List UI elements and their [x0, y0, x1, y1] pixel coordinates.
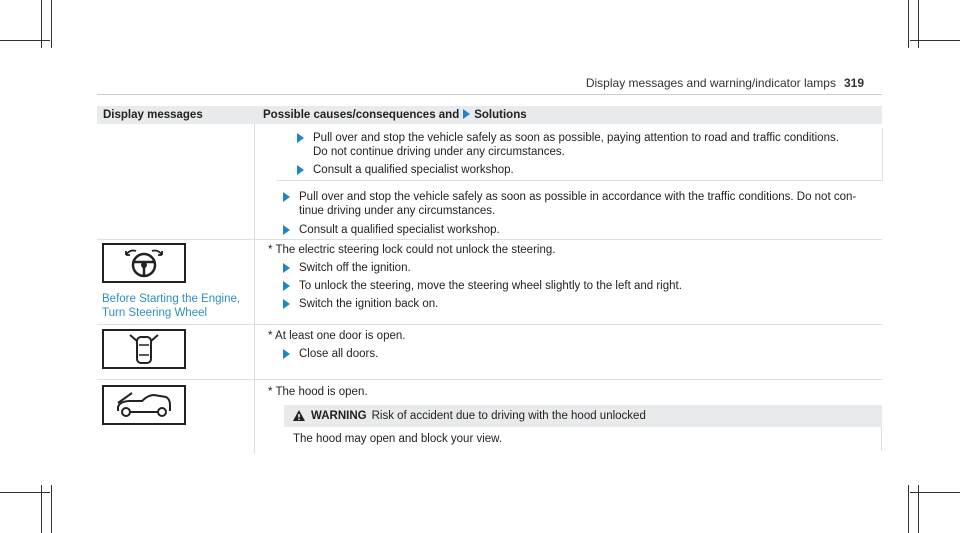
column-divider: [254, 124, 255, 454]
message-link[interactable]: Before Starting the Engine,: [102, 293, 241, 305]
crop-mark: [908, 485, 909, 533]
warning-banner: [284, 405, 882, 427]
arrow-icon: [283, 349, 290, 359]
warning-detail: The hood may open and block your view.: [293, 433, 503, 445]
arrow-icon: [283, 281, 290, 291]
row-divider: [97, 324, 882, 325]
col-header-display-messages: Display messages: [103, 109, 203, 121]
warning-box-border: [881, 427, 882, 451]
warning-text: [311, 410, 646, 422]
instruction-text: Pull over and stop the vehicle safely as soon as possible, paying attention to road and traffic conditions.: [313, 132, 839, 144]
col-header-solutions-label: Solutions: [474, 109, 527, 121]
instruction-text: Do not continue driving under any circumstances.: [313, 146, 565, 158]
page-header-title: Display messages and warning/indicator lamps: [585, 76, 836, 90]
arrow-icon: [297, 133, 304, 143]
hood-open-icon: [102, 385, 186, 425]
instruction-text: Switch the ignition back on.: [299, 298, 439, 310]
crop-mark: [908, 0, 909, 48]
instruction-text: Close all doors.: [299, 348, 379, 360]
page-number: 319: [843, 76, 864, 90]
page-header: [586, 76, 864, 90]
steering-wheel-lock-icon: [102, 243, 186, 283]
header-divider: [97, 94, 882, 95]
instruction-text: Pull over and stop the vehicle safely as soon as possible in accordance with the traffic conditions. Do not con-: [299, 191, 857, 203]
crop-mark: [910, 492, 960, 493]
crop-mark: [0, 40, 50, 41]
crop-mark: [51, 0, 52, 48]
instruction-text: Consult a qualified specialist workshop.: [299, 224, 500, 236]
arrow-icon: [283, 263, 290, 273]
row-divider: [97, 379, 882, 380]
crop-mark: [51, 485, 52, 533]
warning-label: WARNING: [311, 410, 367, 422]
cause-text: * At least one door is open.: [268, 330, 406, 342]
crop-mark: [0, 492, 50, 493]
arrow-icon: [283, 192, 290, 202]
table-header: [97, 106, 882, 124]
instruction-text: Consult a qualified specialist workshop.: [313, 164, 514, 176]
instruction-text: To unlock the steering, move the steering wheel slightly to the left and right.: [299, 280, 682, 292]
col-header-causes-label: Possible causes/consequences and: [263, 109, 460, 121]
instruction-text: tinue driving under any circumstances.: [299, 205, 496, 217]
crop-mark: [910, 40, 960, 41]
instruction-text: Switch off the ignition.: [299, 262, 411, 274]
arrow-icon: [283, 225, 290, 235]
arrow-icon: [297, 165, 304, 175]
row-divider: [97, 239, 882, 240]
col-header-solutions: [263, 109, 527, 121]
cause-text: * The electric steering lock could not unlock the steering.: [268, 244, 556, 256]
message-link[interactable]: Turn Steering Wheel: [102, 307, 208, 319]
cause-text: * The hood is open.: [268, 386, 368, 398]
arrow-icon: [283, 299, 290, 309]
warning-triangle-icon: [292, 409, 306, 422]
warning-message: Risk of accident due to driving with the hood unlocked: [371, 410, 646, 422]
arrow-icon: [463, 109, 470, 119]
door-open-icon: [102, 329, 186, 369]
